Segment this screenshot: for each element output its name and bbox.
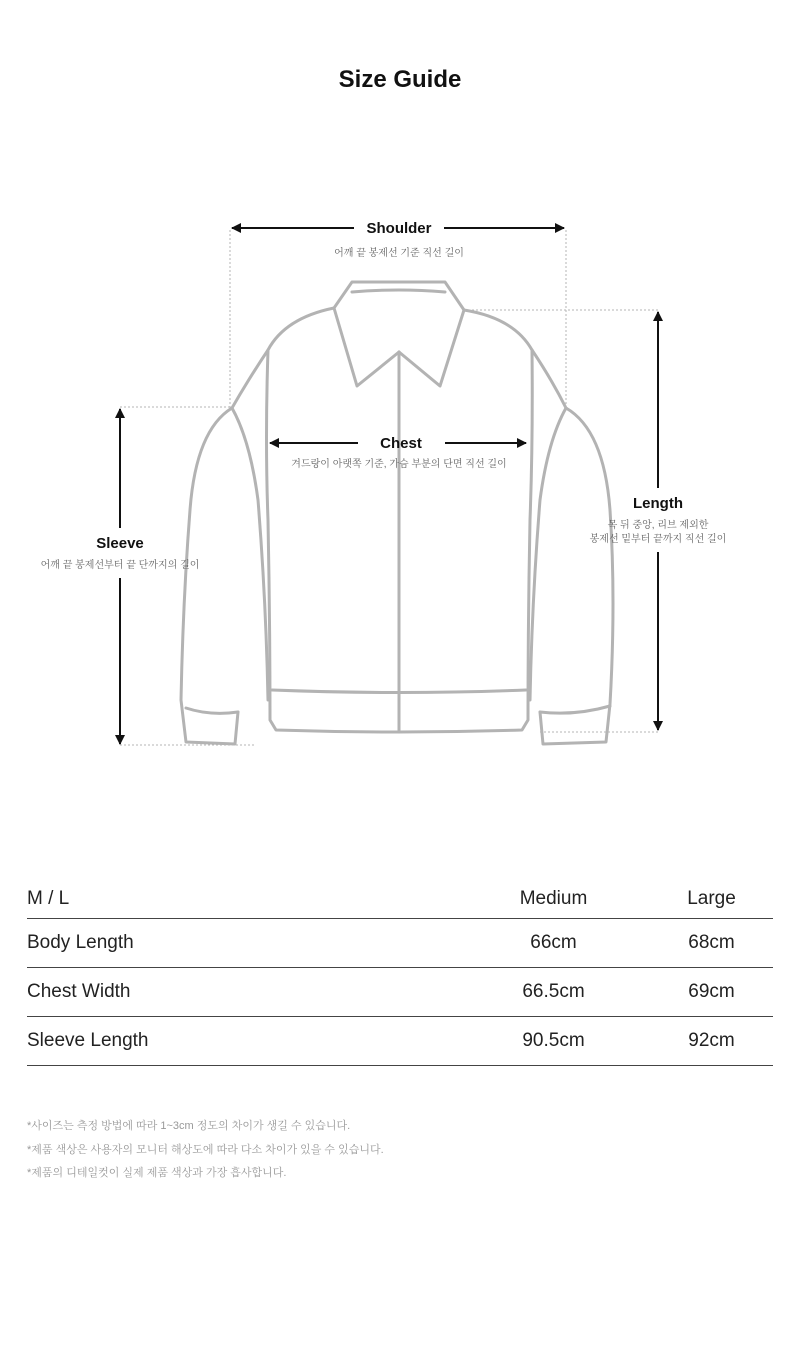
measure-arrows xyxy=(120,228,658,744)
table-row xyxy=(27,919,773,968)
size-table-header xyxy=(27,880,773,919)
jacket-outline xyxy=(181,282,613,744)
chest-desc: 겨드랑이 아랫쪽 기준, 가슴 부분의 단면 직선 길이 xyxy=(291,459,507,470)
row-large: 92cm xyxy=(650,1017,773,1066)
table-row xyxy=(27,1017,773,1066)
row-medium: 90.5cm xyxy=(457,1017,650,1066)
note-item: *제품의 디테일컷이 실제 제품 색상과 가장 흡사합니다. xyxy=(27,1167,287,1179)
note-item: *제품 색상은 사용자의 모니터 해상도에 따라 다소 차이가 있을 수 있습니다. xyxy=(27,1143,384,1156)
sleeve-label: Sleeve xyxy=(96,535,144,552)
row-name: Body Length xyxy=(27,919,457,968)
row-large: 68cm xyxy=(650,919,773,968)
shoulder-desc: 어깨 끝 봉제선 기준 직선 길이 xyxy=(334,248,464,259)
row-medium: 66.5cm xyxy=(457,968,650,1017)
chest-label: Chest xyxy=(380,435,422,452)
header-model: M / L xyxy=(27,880,457,919)
length-desc-line2: 봉제선 밑부터 끝까지 직선 길이 xyxy=(589,534,727,545)
row-name: Chest Width xyxy=(27,968,457,1017)
table-row xyxy=(27,968,773,1017)
size-table xyxy=(27,880,773,1066)
shoulder-label: Shoulder xyxy=(366,220,432,237)
header-large: Large xyxy=(650,880,773,919)
row-medium: 66cm xyxy=(457,919,650,968)
length-label: Length xyxy=(633,495,683,512)
sleeve-desc: 어깨 끝 봉제선부터 끝 단까지의 길이 xyxy=(40,560,200,571)
row-large: 69cm xyxy=(650,968,773,1017)
notes xyxy=(27,1115,384,1186)
page-title: Size Guide xyxy=(338,66,462,93)
header-medium: Medium xyxy=(457,880,650,919)
row-name: Sleeve Length xyxy=(27,1017,457,1066)
length-desc-line1: 목 뒤 중앙, 리브 제외한 xyxy=(607,520,709,531)
guide-lines xyxy=(120,230,660,745)
note-item: *사이즈는 측정 방법에 따라 1~3cm 정도의 차이가 생길 수 있습니다. xyxy=(27,1120,351,1132)
